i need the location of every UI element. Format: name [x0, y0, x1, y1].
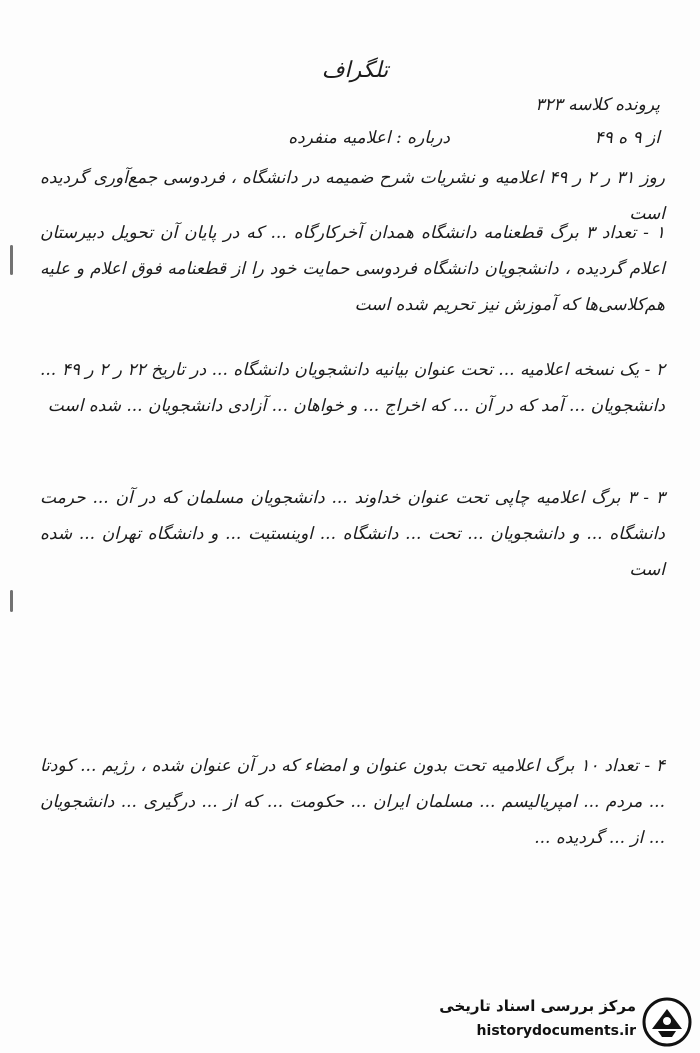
ink-mark	[10, 590, 13, 612]
ink-mark	[10, 245, 13, 275]
paragraph-2: ۲ - یک نسخه اعلامیه ... تحت عنوان بیانیه دانشجویان دانشگاه ... در تاریخ ۲۲ ر ۲ ر ۴۹ ... دانشجویان ... آمد که در آن ... که اخراج ... و خواهان ... آزادی دانشجویان ... شده است	[40, 360, 665, 416]
document-heading: تلگراف	[321, 58, 389, 83]
archive-watermark	[430, 995, 692, 1050]
paragraph-3: ۳ - ۳ برگ اعلامیه چاپی تحت عنوان خداوند ... دانشجویان مسلمان که در آن ... حرمت دانشگاه ... و دانشجویان ... تحت ... دانشگاه ... اوینستیت ... و دانشگاه تهران ... شده است	[40, 488, 665, 580]
archive-logo-icon	[642, 997, 692, 1047]
intro-paragraph: روز ۳۱ ر ۲ ر ۴۹ اعلامیه و نشریات شرح ضمیمه در دانشگاه ، فردوسی جمع‌آوری گردیده است	[40, 168, 665, 224]
document-subject: درباره : اعلامیه منفرده	[288, 128, 450, 148]
watermark-title: مرکز بررسی اسناد تاریخی	[439, 997, 636, 1015]
paragraph-4: ۴ - تعداد ۱۰ برگ اعلامیه تحت بدون عنوان و امضاء که در آن عنوان شده ، رژیم ... کودتا ... مردم ... امپریالیسم ... مسلمان ایران ... حکومت ... که از ... درگیری ... دانشجویان ... از ... گردیده ...	[40, 756, 665, 848]
watermark-url: historydocuments.ir	[476, 1023, 636, 1039]
reference-number: پرونده کلاسه ۳۲۳	[535, 95, 660, 115]
paragraph-1: ۱ - تعداد ۳ برگ قطعنامه دانشگاه همدان آخرکارگاه ... که در پایان آن تحویل دبیرستان اعلام گردیده ، دانشجویان دانشگاه فردوسی حمایت خود را از قطعنامه فوق اعلام و علیه هم‌کلاسی‌ها که آموزش نیز تحریم شده است	[40, 223, 665, 315]
reference-date: از ۹ ه ۴۹	[594, 128, 660, 148]
